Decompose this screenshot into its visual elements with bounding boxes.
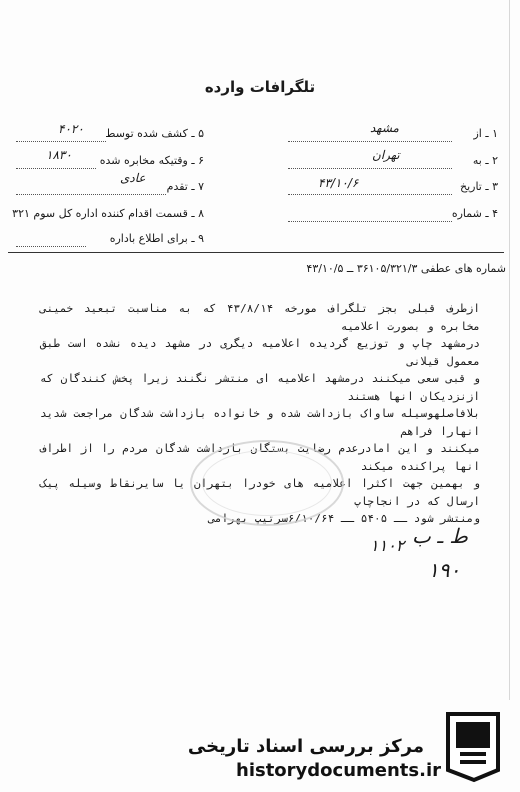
page-edge-line [509, 0, 510, 700]
handwritten-number: ۱۹۰ [428, 558, 461, 582]
body-line: ازطرف قبلی بجز تلگراف مورخه ۴۳/۸/۱۴ که به مناسبت تبعید خمینی مخابره و بصورت اعلامیه [40, 302, 480, 333]
to-dotted-line [288, 168, 452, 169]
body-line: درمشهد چاپ و توزیع گردیده اعلامیه دیگری در مشهد دیده نشده است طبق معمول قیلانی [40, 337, 480, 368]
archive-watermark-title: مرکز بررسی اسناد تاریخی [187, 736, 424, 757]
handwritten-signature: ۱۱۰۲ [370, 536, 405, 555]
inform-dotted-line [16, 246, 86, 247]
precedence-value: عادی [120, 171, 146, 185]
faded-stamp [190, 440, 344, 526]
action-office-label: ۸ ـ قسمت اقدام کننده اداره کل سوم ۳۲۱ [12, 207, 204, 220]
to-value: تهران [372, 148, 400, 162]
archive-watermark-url: historydocuments.ir [236, 760, 441, 781]
body-line: و قبی سعی میکنند درمشهد اعلامیه ای منتشر نگنند زیرا پخش کنندگان که ازنزدیکان انها هستند [40, 372, 480, 403]
body-line: ومنتشر شود ــ ۵۴۰۵ ــ ۶/۱۰/۶۴سرتیپ بهرامی [208, 512, 480, 525]
body-line: بلافاصلهوسیله ساواک بازداشت شده و خانواده بازداشت شدگان مراجعت شدید انهارا فراهم [40, 407, 480, 438]
number-dotted-line [288, 221, 452, 222]
document-title: تلگرافات وارده [204, 78, 316, 96]
time-sent-label: ۶ ـ وقتیکه مخابره شده [99, 154, 204, 167]
precedence-label: ۷ ـ تقدم [166, 180, 204, 193]
archive-logo-icon [440, 708, 508, 784]
handwritten-note: ط ـ ب [412, 524, 468, 548]
from-value: مشهد [370, 121, 399, 135]
to-label: ۲ ـ به [472, 154, 498, 167]
precedence-dotted-line [16, 194, 166, 195]
deciphered-value: ۴۰۲۰ [58, 122, 84, 136]
body-line: و بهمین جهت اکثرا اعلامیه های خودرا بتهران یا سایرنقاط وسیله پیک ارسال که در انجاچاپ [40, 477, 480, 508]
time-sent-value: ۱۸۳۰ [46, 148, 72, 162]
date-value: ۴۳/۱۰/۶ [318, 176, 359, 190]
date-label: ۳ ـ تاریخ [459, 180, 498, 193]
reference-numbers: شماره های عطفی ۳۶۱۰۵/۳۲۱/۳ ــ ۴۳/۱۰/۵ [306, 262, 506, 275]
number-label: ۴ ـ شماره [451, 207, 498, 220]
from-label: ۱ ـ از [473, 127, 498, 140]
body-line: میکنند و این امادرعدم رضایت بستگان بازداشت شدگان مردم را از اطراف انها پراکنده میکند [40, 442, 480, 473]
inform-office-label: ۹ ـ برای اطلاع باداره [109, 232, 204, 245]
header-divider [8, 252, 504, 253]
deciphered-label: ۵ ـ کشف شده توسط [105, 127, 204, 140]
time-sent-dotted-line [16, 168, 96, 169]
deciphered-dotted-line [16, 141, 106, 142]
from-dotted-line [288, 141, 452, 142]
date-dotted-line [288, 194, 452, 195]
